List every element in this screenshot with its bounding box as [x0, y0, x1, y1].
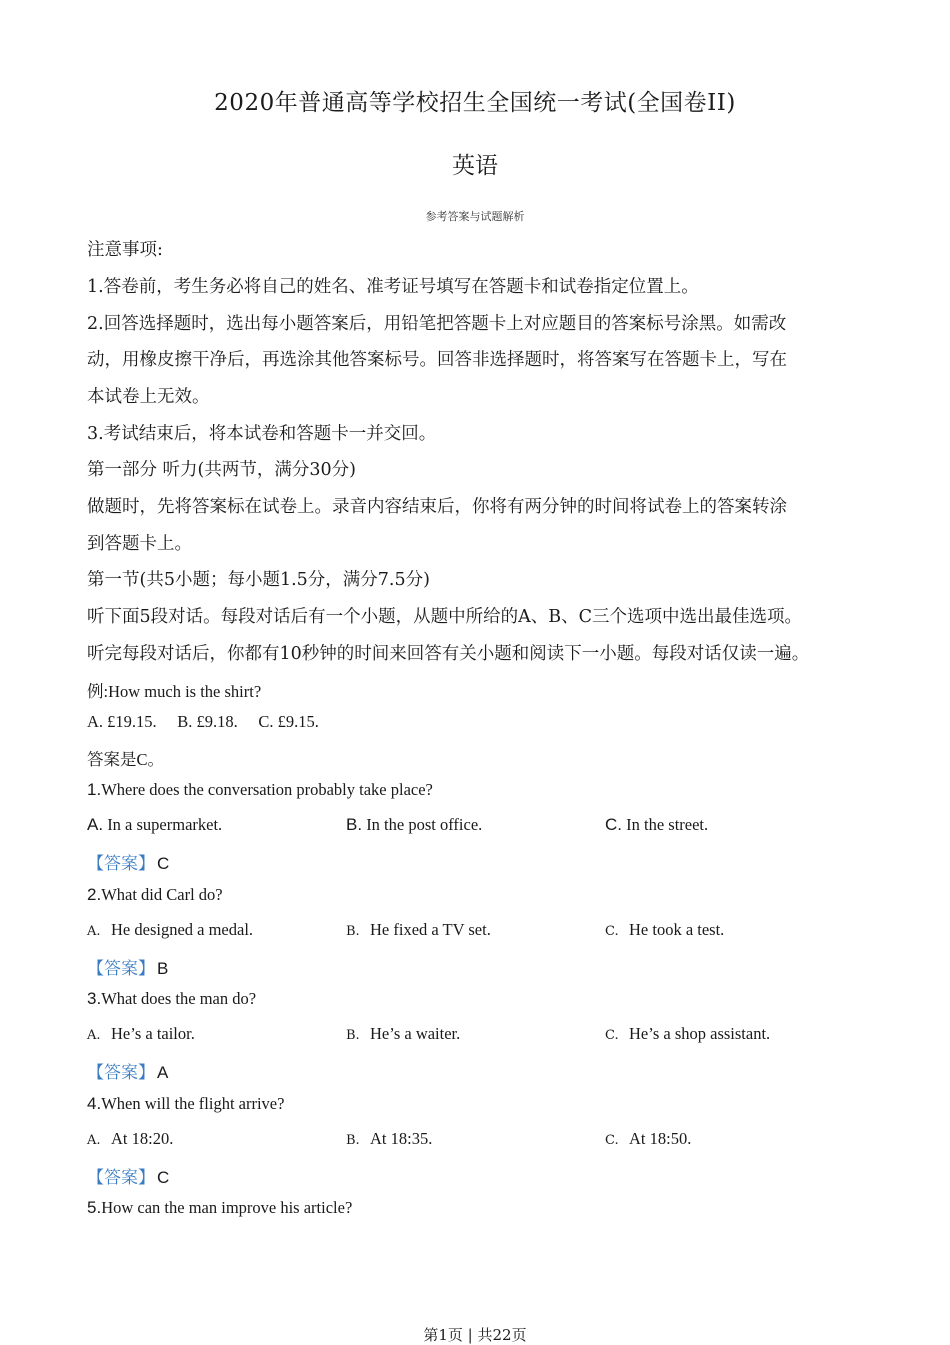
instruction-item-2-line-2: 动，用橡皮擦干净后，再选涂其他答案标号。回答非选择题时，将答案写在答题卡上，写在	[87, 350, 787, 370]
q1-answer: 【答案】 C	[87, 854, 170, 874]
instruction-item-3: 3.考试结束后，将本试卷和答题卡一并交回。	[87, 424, 437, 444]
q3-option-a: A. He’s a tailor.	[87, 1024, 195, 1043]
section1-desc-line-2: 听完每段对话后，你都有10秒钟的时间来回答有关小题和阅读下一小题。每段对话仅读一遍。	[87, 644, 810, 664]
example-options: A. £19.15. B. £9.18. C. £9.15.	[87, 712, 319, 731]
question-3	[87, 989, 256, 1009]
part1-desc-line-2: 到答题卡上。	[87, 534, 192, 554]
q4-answer: 【答案】 C	[87, 1168, 170, 1188]
q2-option-a: A. He designed a medal.	[87, 920, 254, 939]
q2-answer: 【答案】 B	[87, 959, 169, 979]
instructions-heading: 注意事项:	[87, 240, 163, 260]
q4-option-a: A. At 18:20.	[87, 1129, 174, 1148]
question-number: 1.	[87, 780, 102, 799]
question-number: 3.	[87, 989, 102, 1008]
q3-option-c: C. He’s a shop assistant.	[605, 1024, 771, 1043]
section1-heading: 第一节(共5小题；每小题1.5分，满分7.5分)	[87, 570, 430, 590]
page-footer: 第1页 | 共22页	[423, 1326, 527, 1344]
q3-answer: 【答案】 A	[87, 1063, 169, 1083]
part1-heading: 第一部分 听力(共两节，满分30分)	[87, 460, 356, 480]
q1-option-c: C. In the street.	[605, 815, 709, 834]
question-text: How can the man improve his article?	[101, 1198, 353, 1217]
question-number: 4.	[87, 1094, 102, 1113]
question-text: Where does the conversation probably take place?	[101, 780, 433, 799]
q3-option-b: B. He’s a waiter.	[346, 1024, 461, 1043]
question-number: 5.	[87, 1198, 102, 1217]
question-text: What did Carl do?	[101, 885, 223, 904]
answer-note: 参考答案与试题解析	[425, 210, 525, 223]
instruction-item-1: 1.答卷前，考生务必将自己的姓名、准考证号填写在答题卡和试卷指定位置上。	[87, 277, 699, 297]
q1-option-b: B. In the post office.	[346, 815, 483, 834]
q4-option-b: B. At 18:35.	[346, 1129, 433, 1148]
example-question: 例:How much is the shirt?	[87, 682, 262, 701]
subject-title: 英语	[452, 153, 498, 179]
q2-option-b: B. He fixed a TV set.	[346, 920, 491, 939]
q2-option-c: C. He took a test.	[605, 920, 725, 939]
question-4	[87, 1094, 284, 1114]
instruction-item-2-line-1: 2.回答选择题时，选出每小题答案后，用铅笔把答题卡上对应题目的答案标号涂黑。如需改	[87, 314, 787, 334]
question-number: 2.	[87, 885, 102, 904]
page-title: 2020年普通高等学校招生全国统一考试(全国卷II)	[214, 90, 736, 116]
part1-desc-line-1: 做题时，先将答案标在试卷上。录音内容结束后，你将有两分钟的时间将试卷上的答案转涂	[87, 497, 787, 517]
section1-desc-line-1: 听下面5段对话。每段对话后有一个小题，从题中所给的A、B、C三个选项中选出最佳选项。	[87, 607, 803, 627]
question-text: When will the flight arrive?	[101, 1094, 285, 1113]
question-2	[87, 885, 223, 905]
q1-option-a: A. In a supermarket.	[87, 815, 223, 834]
q4-option-c: C. At 18:50.	[605, 1129, 692, 1148]
question-5	[87, 1198, 352, 1218]
question-1	[87, 780, 433, 800]
question-text: What does the man do?	[101, 989, 257, 1008]
instruction-item-2-line-3: 本试卷上无效。	[87, 387, 210, 407]
example-answer: 答案是C。	[87, 750, 165, 769]
